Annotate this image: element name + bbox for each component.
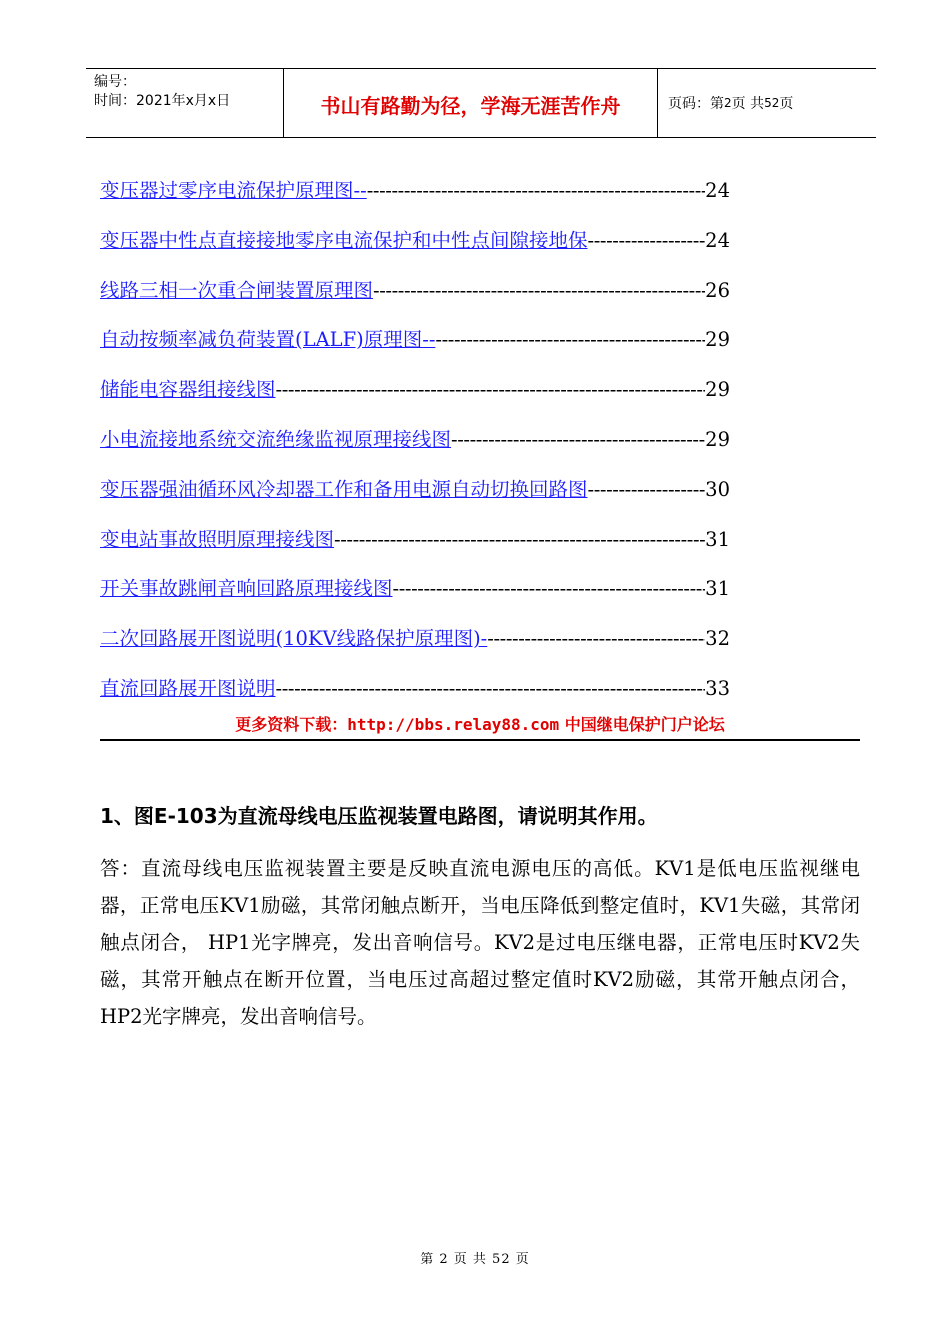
download-banner — [100, 713, 860, 741]
toc-item — [100, 475, 730, 525]
toc-page: 29 — [705, 378, 730, 402]
time-label: 时间：2021年x月x日 — [94, 93, 231, 109]
banner-suffix: 中国继电保护门户论坛 — [559, 715, 725, 734]
page-total: 52 — [764, 96, 780, 110]
toc-item — [100, 276, 730, 326]
table-of-contents — [100, 176, 730, 724]
toc-leader — [367, 176, 705, 206]
toc-item — [100, 574, 730, 624]
page-footer: 第 2 页 共 52 页 — [420, 1252, 530, 1267]
header-page-info — [658, 69, 876, 137]
toc-leader — [588, 226, 706, 256]
toc-leader — [334, 525, 705, 555]
toc-link[interactable]: 变压器强油循环风冷却器工作和备用电源自动切换回路图 — [100, 477, 588, 501]
toc-leader — [276, 674, 706, 704]
toc-leader — [487, 624, 705, 654]
toc-link[interactable]: 直流回路展开图说明 — [100, 676, 276, 700]
header-motto: 书山有路勤为径，学海无涯苦作舟 — [284, 69, 658, 137]
toc-page: 33 — [705, 676, 730, 700]
toc-page: 26 — [705, 278, 730, 302]
toc-item — [100, 226, 730, 276]
toc-link[interactable]: 变压器过零序电流保护原理图-- — [100, 179, 367, 202]
toc-leader — [373, 276, 705, 306]
toc-page: 24 — [705, 228, 730, 252]
toc-leader — [451, 425, 705, 455]
toc-link[interactable]: 线路三相一次重合闸装置原理图 — [100, 278, 374, 302]
answer-paragraph: 答：直流母线电压监视装置主要是反映直流电源电压的高低。KV1是低电压监视继电器，正常电压KV1励磁，其常闭触点断开，当电压降低到整定值时，KV1失磁，其常闭触点闭合， HP1光字牌亮，发出音响信号。KV2是过电压继电器，正常电压时KV2失磁，其常开触点在断开位置，当电压过高超过整定值时KV2励磁，其常开触点闭合， HP2光字牌亮，发出音响信号。 — [100, 857, 860, 1028]
page-mid: 页 共 — [731, 96, 765, 112]
toc-item — [100, 525, 730, 575]
toc-page: 29 — [705, 427, 730, 451]
toc-link[interactable]: 储能电容器组接线图 — [100, 378, 276, 402]
toc-link[interactable]: 小电流接地系统交流绝缘监视原理接线图 — [100, 427, 452, 451]
toc-link[interactable]: 开关事故跳闸音响回路原理接线图 — [100, 577, 393, 601]
page-number: 2 — [724, 96, 732, 110]
toc-item — [100, 176, 730, 226]
toc-item — [100, 624, 730, 674]
toc-leader — [435, 325, 705, 355]
toc-page: 29 — [705, 328, 730, 352]
banner-url[interactable]: http://bbs.relay88.com — [347, 715, 560, 734]
toc-leader — [588, 475, 706, 505]
toc-page: 32 — [705, 627, 730, 651]
toc-leader — [393, 574, 706, 604]
header-meta — [86, 69, 284, 137]
toc-link[interactable]: 二次回路展开图说明(10KV线路保护原理图)- — [100, 627, 488, 651]
toc-link[interactable]: 变电站事故照明原理接线图 — [100, 527, 335, 551]
toc-item — [100, 375, 730, 425]
banner-prefix: 更多资料下载： — [235, 715, 348, 734]
page-header — [86, 68, 876, 138]
toc-link[interactable]: 变压器中性点直接接地零序电流保护和中性点间隙接地保 — [100, 228, 588, 252]
question-heading: 1、图E-103为直流母线电压监视装置电路图，请说明其作用。 — [100, 804, 658, 828]
toc-item — [100, 325, 730, 375]
toc-page: 24 — [705, 179, 730, 202]
code-label: 编号： — [94, 74, 136, 90]
page-suffix: 页 — [779, 96, 794, 112]
page-prefix: 页码：第 — [668, 96, 724, 112]
toc-page: 31 — [705, 527, 730, 551]
toc-leader — [276, 375, 706, 405]
toc-page: 30 — [705, 477, 730, 501]
toc-page: 31 — [705, 577, 730, 601]
toc-item — [100, 425, 730, 475]
toc-link[interactable]: 自动按频率减负荷装置(LALF)原理图-- — [100, 328, 436, 352]
